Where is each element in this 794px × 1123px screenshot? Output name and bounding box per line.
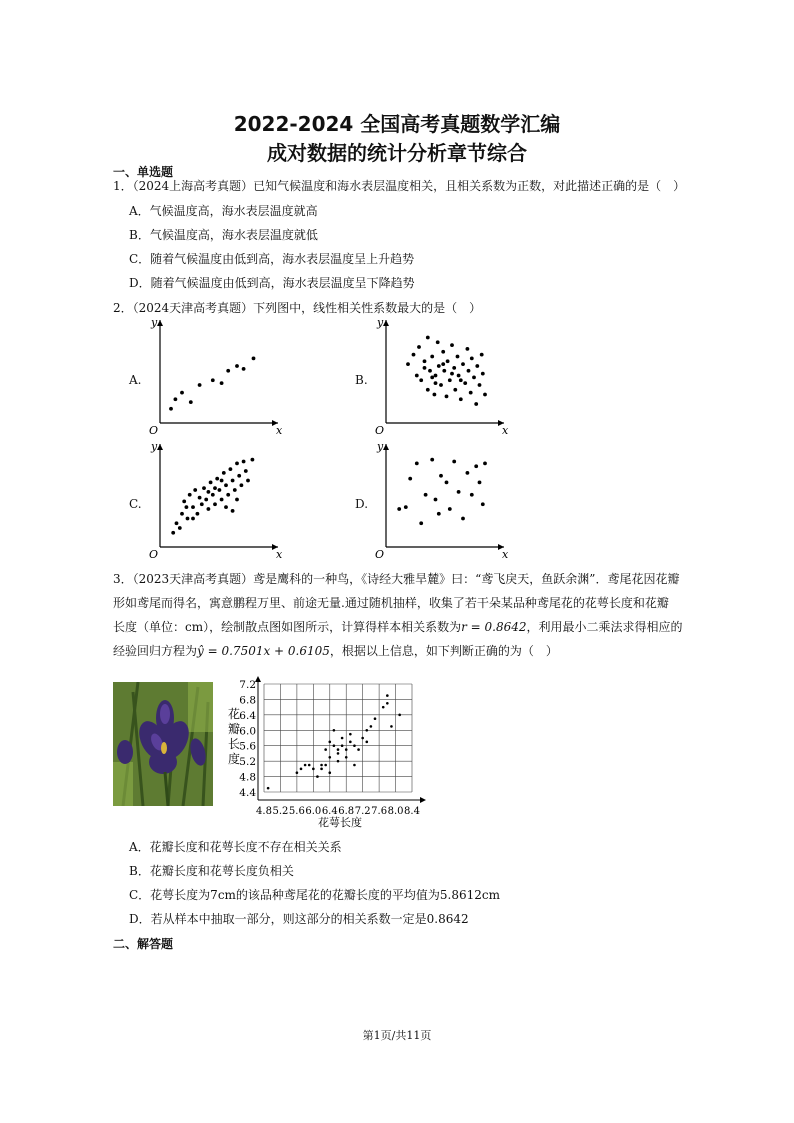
scatter-point: [480, 353, 484, 357]
scatter-plot-a: [148, 318, 288, 438]
chart-grid: [264, 684, 412, 792]
scatter-point: [180, 391, 184, 395]
data-point: [333, 744, 336, 747]
scatter-point: [185, 505, 189, 509]
scatter-point: [171, 531, 175, 535]
scatter-point: [466, 347, 470, 351]
scatter-point: [198, 383, 202, 387]
page-footer: 第1页/共11页: [362, 1029, 432, 1042]
scatter-point: [461, 362, 465, 366]
scatter-point: [483, 393, 487, 397]
x-axis-label: x: [502, 548, 509, 561]
regression-equation: ŷ = 0.7501x + 0.6105: [197, 644, 330, 658]
scatter-point: [404, 505, 408, 509]
scatter-point: [251, 458, 255, 462]
scatter-point: [415, 462, 419, 466]
plot-d-label: D.: [355, 497, 369, 511]
scatter-point: [189, 400, 193, 404]
scatter-point: [437, 364, 441, 368]
y-tick-label: 7.2: [239, 679, 256, 691]
scatter-point: [424, 493, 428, 497]
scatter-point: [220, 381, 224, 385]
scatter-point: [434, 498, 438, 502]
x-tick-label: 7.6: [371, 806, 388, 817]
scatter-point: [224, 505, 228, 509]
data-point: [398, 714, 401, 717]
origin-label: O: [375, 548, 385, 561]
data-point: [361, 737, 364, 740]
plot-axes: [157, 320, 278, 426]
data-point: [312, 768, 315, 771]
title-line-1: 2022-2024 全国高考真题数学汇编: [233, 112, 561, 136]
chart-y-label: [228, 707, 240, 766]
scatter-point: [470, 493, 474, 497]
data-point: [374, 717, 377, 720]
question-3-line-2: 形如鸢尾而得名，寓意鹏程万里、前途无量.通过随机抽样，收集了若干朵某品种鸢尾花的花萼长度和花瓣: [113, 596, 669, 610]
scatter-point: [220, 479, 224, 483]
y-tick-label: 4.4: [239, 787, 256, 799]
data-point: [324, 764, 327, 767]
question-3-stem: [113, 567, 703, 663]
scatter-point: [198, 496, 202, 500]
scatter-point: [231, 479, 235, 483]
scatter-point: [397, 507, 401, 511]
question-1-stem: 1．（2024上海高考真题）已知气候温度和海水表层温度相关，且相关系数为正数，对此描述正确的是（ ）: [113, 179, 686, 193]
scatter-point: [467, 369, 471, 373]
scatter-point: [246, 479, 250, 483]
scatter-point: [461, 517, 465, 521]
y-tick-label: 5.2: [239, 756, 256, 769]
question-3-option-b: B．花瓣长度和花萼长度负相关: [129, 864, 294, 878]
scatter-point: [452, 366, 456, 370]
section-heading-single-choice: 一、单选题: [113, 165, 174, 179]
data-point: [341, 744, 344, 747]
scatter-point: [169, 407, 173, 411]
data-point: [386, 702, 389, 705]
chart-y-ticks: [239, 679, 256, 799]
data-point: [267, 787, 270, 790]
x-tick-label: 6.8: [338, 806, 355, 817]
plot-axes: [157, 444, 278, 550]
y-tick-label: 5.6: [239, 740, 256, 753]
x-axis-label: x: [502, 424, 509, 437]
y-axis-arrow: [157, 320, 163, 326]
x-axis-arrow: [420, 797, 426, 803]
y-axis-arrow: [383, 320, 389, 326]
scatter-point: [218, 488, 222, 492]
scatter-point: [475, 364, 479, 368]
plot-a-label: A.: [129, 373, 142, 387]
scatter-point: [193, 488, 197, 492]
scatter-point: [450, 343, 454, 347]
data-point: [337, 760, 340, 763]
scatter-point: [445, 395, 449, 399]
scatter-point: [469, 391, 473, 395]
scatter-point: [419, 521, 423, 525]
chart-points: [267, 694, 401, 789]
scatter-point: [213, 486, 217, 490]
data-point: [320, 764, 323, 767]
scatter-point: [463, 381, 467, 385]
scatter-point: [188, 493, 192, 497]
question-3-line-3a: 长度（单位：cm），绘制散点图如图所示，计算得样本相关系数为: [113, 620, 462, 634]
scatter-point: [433, 393, 437, 397]
y-axis-arrow: [383, 444, 389, 450]
scatter-point: [200, 502, 204, 506]
plot-c-label: C.: [129, 497, 142, 511]
x-tick-label: 4.8: [256, 806, 272, 817]
data-point: [320, 768, 323, 771]
scatter-point: [483, 462, 487, 466]
data-point: [370, 725, 373, 728]
data-point: [308, 764, 311, 767]
scatter-point: [182, 500, 186, 504]
y-tick-label: 4.8: [239, 771, 256, 784]
scatter-point: [207, 507, 211, 511]
x-tick-label: 5.2: [272, 806, 289, 817]
scatter-point: [434, 374, 438, 378]
scatter-point: [439, 474, 443, 478]
scatter-point: [211, 378, 215, 382]
scatter-point: [441, 362, 445, 366]
question-1-option-c: C．随着气候温度由低到高，海水表层温度呈上升趋势: [129, 252, 415, 266]
scatter-plot-c: [148, 442, 288, 562]
section-heading-answer-questions: 二、解答题: [113, 937, 174, 951]
question-3-line-4b: ，根据以上信息，如下判断正确的为（ ）: [329, 644, 558, 658]
scatter-point: [453, 388, 457, 392]
scatter-point: [242, 367, 246, 371]
scatter-point: [220, 498, 224, 502]
scatter-point: [209, 481, 213, 485]
x-axis-label: x: [276, 548, 283, 561]
origin-label: O: [149, 548, 159, 561]
y-axis-label: y: [151, 442, 158, 453]
plot-axes: [383, 320, 504, 426]
scatter-point: [204, 498, 208, 502]
data-point: [390, 725, 393, 728]
scatter-point: [235, 364, 239, 368]
scatter-point: [231, 509, 235, 513]
x-tick-label: 8.0: [387, 806, 404, 817]
data-point: [337, 748, 340, 751]
iris-flower-photo: [113, 682, 213, 806]
data-point: [345, 748, 348, 751]
scatter-point: [226, 493, 230, 497]
scatter-point: [457, 374, 461, 378]
scatter-point: [408, 477, 412, 481]
data-point: [357, 748, 360, 751]
scatter-point: [175, 521, 179, 525]
scatter-point: [174, 397, 178, 401]
data-point: [324, 748, 327, 751]
scatter-point: [430, 355, 434, 359]
question-3-line-3: [113, 615, 703, 639]
data-point: [296, 771, 299, 774]
x-axis-label: x: [276, 424, 283, 437]
scatter-plot-b: [374, 318, 514, 438]
scatter-point: [240, 483, 244, 487]
scatter-point: [415, 374, 419, 378]
scatter-point: [423, 359, 427, 363]
scatter-point: [406, 362, 410, 366]
x-tick-label: 8.4: [404, 806, 420, 817]
scatter-point: [235, 462, 239, 466]
scatter-point: [222, 471, 226, 475]
scatter-point: [441, 350, 445, 354]
scatter-point: [213, 502, 217, 506]
y-label-char: 度: [227, 752, 241, 766]
data-point: [341, 737, 344, 740]
data-point: [386, 694, 389, 697]
data-point: [328, 771, 331, 774]
origin-label: O: [149, 424, 159, 437]
scatter-point: [445, 481, 449, 485]
scatter-point: [474, 402, 478, 406]
scatter-point: [423, 366, 427, 370]
scatter-point: [196, 512, 200, 516]
question-3-line-4: [113, 639, 703, 663]
scatter-point: [430, 376, 434, 380]
scatter-point: [481, 372, 485, 376]
scatter-plot-d: [374, 442, 514, 562]
chart-x-label: 花萼长度: [318, 816, 362, 829]
y-axis-arrow: [157, 444, 163, 450]
scatter-point: [419, 378, 423, 382]
scatter-point: [466, 471, 470, 475]
scatter-point: [233, 488, 237, 492]
question-3-option-d: D．若从样本中抽取一部分，则这部分的相关系数一定是0.8642: [129, 912, 469, 926]
scatter-point: [191, 505, 195, 509]
scatter-point: [244, 469, 248, 473]
scatter-point: [191, 517, 195, 521]
scatter-point: [436, 340, 440, 344]
scatter-point: [226, 369, 230, 373]
y-tick-label: 6.0: [239, 725, 256, 738]
data-point: [382, 706, 385, 709]
scatter-point: [439, 383, 443, 387]
x-tick-label: 5.6: [288, 806, 305, 817]
data-point: [328, 756, 331, 759]
scatter-point: [459, 378, 463, 382]
scatter-point: [448, 378, 452, 382]
plot-b-label: B.: [355, 373, 368, 387]
scatter-point: [457, 490, 461, 494]
question-1-option-d: D．随着气候温度由低到高，海水表层温度呈下降趋势: [129, 276, 415, 290]
scatter-point: [452, 460, 456, 464]
scatter-point: [417, 345, 421, 349]
question-2-stem: 2．（2024天津高考真题）下列图中，线性相关性系数最大的是（ ）: [113, 301, 482, 315]
sepal-petal-scatter-chart: [222, 674, 442, 834]
scatter-point: [426, 388, 430, 392]
scatter-point: [428, 369, 432, 373]
x-tick-label: 6.0: [305, 806, 322, 817]
scatter-point: [472, 376, 476, 380]
scatter-point: [478, 481, 482, 485]
data-point: [349, 741, 352, 744]
question-1-option-b: B．气候温度高，海水表层温度就低: [129, 228, 318, 242]
y-axis-label: y: [151, 318, 158, 329]
question-3-line-1: 3．（2023天津高考真题）鸢是鹰科的一种鸟，《诗经大雅旱麓》曰：“鸢飞戾天，鱼跃余渊”．鸢尾花因花瓣: [113, 572, 680, 586]
title-line-2: 成对数据的统计分析章节综合: [267, 141, 527, 165]
question-3-line-3b: ，利用最小二乘法求得相应的: [526, 620, 683, 634]
data-point: [333, 729, 336, 732]
scatter-point: [186, 517, 190, 521]
scatter-point: [202, 486, 206, 490]
y-label-char: 花: [227, 707, 241, 721]
scatter-point: [180, 512, 184, 516]
scatter-point: [237, 474, 241, 478]
scatter-point: [412, 353, 416, 357]
question-3-line-4a: 经验回归方程为: [113, 644, 198, 658]
question-1-option-a: A．气候温度高，海水表层温度就高: [129, 204, 318, 218]
data-point: [304, 764, 307, 767]
data-point: [337, 752, 340, 755]
scatter-point: [235, 498, 239, 502]
scatter-point: [434, 381, 438, 385]
y-label-char: 瓣: [227, 722, 241, 736]
plot-axes: [383, 444, 504, 550]
scatter-point: [448, 507, 452, 511]
x-tick-label: 6.4: [321, 806, 338, 817]
scatter-point: [481, 502, 485, 506]
data-point: [353, 744, 356, 747]
scatter-point: [207, 490, 211, 494]
y-axis-label: y: [377, 442, 384, 453]
scatter-point: [470, 357, 474, 361]
data-point: [345, 756, 348, 759]
y-tick-label: 6.4: [239, 709, 256, 722]
data-point: [300, 768, 303, 771]
x-tick-label: 7.2: [354, 806, 371, 817]
scatter-point: [474, 464, 478, 468]
scatter-point: [178, 526, 182, 530]
y-label-char: 长: [227, 737, 241, 751]
scatter-point: [450, 372, 454, 376]
origin-label: O: [375, 424, 385, 437]
data-point: [328, 741, 331, 744]
y-axis-label: y: [377, 318, 384, 329]
scatter-point: [252, 357, 256, 361]
scatter-point: [442, 369, 446, 373]
scatter-point: [242, 460, 246, 464]
scatter-point: [430, 458, 434, 462]
scatter-point: [211, 493, 215, 497]
scatter-point: [437, 512, 441, 516]
scatter-point: [446, 359, 450, 363]
scatter-point: [478, 383, 482, 387]
data-point: [365, 741, 368, 744]
question-3-option-c: C．花萼长度为7cm的该品种鸢尾花的花瓣长度的平均值为5.8612cm: [129, 888, 501, 902]
y-tick-label: 6.8: [239, 694, 256, 707]
data-point: [349, 733, 352, 736]
scatter-point: [456, 355, 460, 359]
question-3-option-a: A．花瓣长度和花萼长度不存在相关关系: [129, 840, 342, 854]
data-point: [316, 775, 319, 778]
correlation-coefficient: r = 0.8642: [461, 620, 527, 634]
scatter-point: [224, 483, 228, 487]
data-point: [353, 764, 356, 767]
scatter-point: [426, 336, 430, 340]
scatter-point: [215, 477, 219, 481]
scatter-point: [229, 467, 233, 471]
scatter-point: [459, 397, 463, 401]
data-point: [365, 729, 368, 732]
